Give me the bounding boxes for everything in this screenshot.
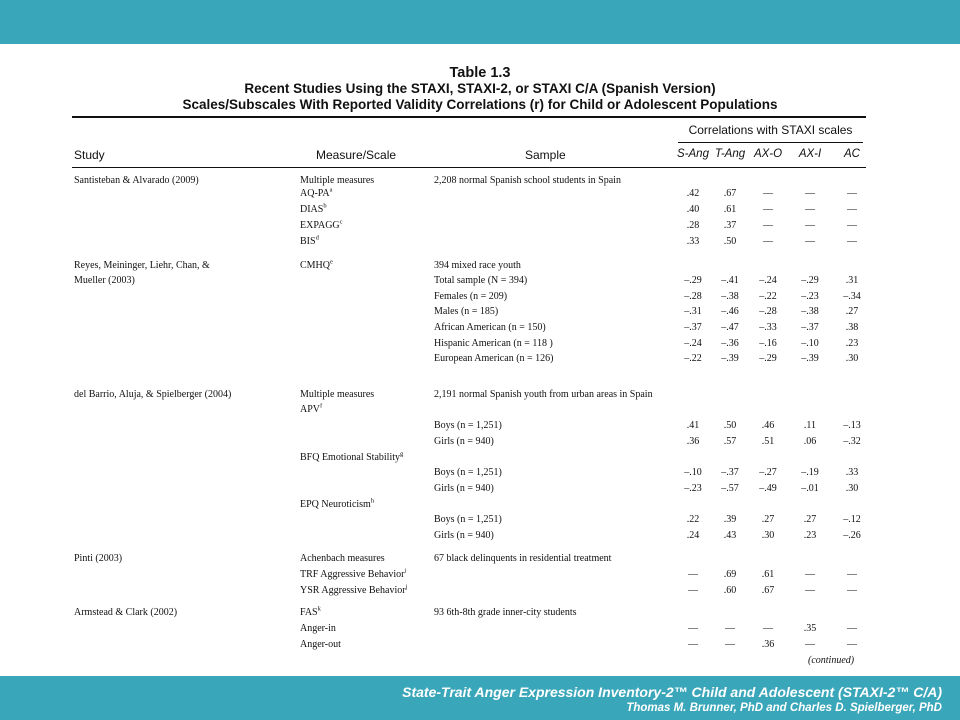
measure-text: TRF Aggressive Behavior <box>300 569 405 580</box>
table-row <box>0 622 960 637</box>
correlation-cell: .35 <box>803 623 817 634</box>
top-banner <box>0 0 960 44</box>
sample-cell: 2,191 normal Spanish youth from urban areas in Spain <box>434 389 653 400</box>
correlation-cell: — <box>805 236 815 247</box>
column-header-sample: Sample <box>525 148 566 162</box>
sample-cell: 2,208 normal Spanish school students in Spain <box>434 175 621 186</box>
correlation-cell: .40 <box>686 204 700 215</box>
measure-cell <box>300 569 406 580</box>
measure-text: BIS <box>300 236 316 247</box>
correlation-cell: –.29 <box>801 275 819 286</box>
measure-text: AQ-PA <box>300 188 330 199</box>
correlation-cell: .67 <box>723 188 737 199</box>
correlation-cell: .61 <box>723 204 737 215</box>
table-row <box>0 466 960 481</box>
correlation-cell: .06 <box>803 436 817 447</box>
continued-note: (continued) <box>808 655 855 666</box>
footnote-marker: g <box>400 450 404 458</box>
correlation-cell: — <box>688 623 698 634</box>
measure-cell <box>300 639 341 650</box>
table-row <box>0 419 960 434</box>
table-top-rule <box>72 116 866 118</box>
measure-cell <box>300 499 374 510</box>
correlation-cell: .30 <box>761 530 775 541</box>
column-header-t-ang: T-Ang <box>714 148 746 160</box>
correlation-cell: .60 <box>723 585 737 596</box>
column-header-ax-i: AX-I <box>798 148 822 160</box>
sample-cell: Total sample (N = 394) <box>434 275 528 286</box>
measure-text: Multiple measures <box>300 389 375 400</box>
table-row <box>0 482 960 497</box>
measure-cell <box>300 553 385 564</box>
measure-cell <box>300 175 374 186</box>
measure-cell <box>300 585 407 596</box>
footnote-marker: d <box>315 234 319 242</box>
measure-text: Anger-out <box>300 639 341 650</box>
correlation-cell: –.24 <box>759 275 777 286</box>
study-cell: Santisteban & Alvarado (2009) <box>74 175 199 186</box>
table-row <box>0 606 960 621</box>
correlation-cell: — <box>847 569 857 580</box>
table-number: Table 1.3 <box>449 65 511 81</box>
correlation-cell: –.22 <box>684 353 702 364</box>
correlation-cell: –.24 <box>684 338 702 349</box>
correlation-cell: –.10 <box>684 467 702 478</box>
correlation-cell: .69 <box>723 569 737 580</box>
measure-text: Anger-in <box>300 623 336 634</box>
table-row <box>0 368 960 383</box>
table-row <box>0 552 960 567</box>
correlation-cell: –.27 <box>759 467 777 478</box>
table-row <box>0 203 960 218</box>
measure-cell <box>300 204 327 215</box>
table-row <box>0 187 960 202</box>
table-row <box>0 321 960 336</box>
correlation-cell: .30 <box>845 353 859 364</box>
correlation-cell: –.39 <box>801 353 819 364</box>
table-row <box>0 638 960 653</box>
correlation-cell: –.33 <box>759 322 777 333</box>
footnote-marker: a <box>329 186 333 194</box>
footnote-marker: k <box>317 605 321 613</box>
correlation-cell: .50 <box>723 236 737 247</box>
footer-title: State-Trait Anger Expression Inventory-2™ Child and Adolescent (STAXI-2™ C/A) <box>402 684 942 700</box>
correlation-cell: –.23 <box>684 483 702 494</box>
correlation-cell: — <box>805 204 815 215</box>
correlation-cell: .46 <box>761 420 775 431</box>
correlation-cell: –.16 <box>759 338 777 349</box>
correlation-cell: –.26 <box>843 530 861 541</box>
footnote-marker: j <box>405 583 408 591</box>
sample-cell: Females (n = 209) <box>434 291 508 302</box>
correlation-cell: –.47 <box>721 322 739 333</box>
correlation-cell: .11 <box>803 420 817 431</box>
table-row <box>0 219 960 234</box>
study-cell: del Barrio, Aluja, & Spielberger (2004) <box>74 389 232 400</box>
correlation-cell: –.01 <box>801 483 819 494</box>
correlation-cell: — <box>847 623 857 634</box>
footnote-marker: h <box>370 497 375 505</box>
footnote-marker: b <box>323 202 327 210</box>
sample-cell: 93 6th-8th grade inner-city students <box>434 607 577 618</box>
measure-cell <box>300 623 336 634</box>
sample-cell: Boys (n = 1,251) <box>434 420 502 431</box>
correlation-cell: –.28 <box>759 306 777 317</box>
correlation-cell: –.12 <box>843 514 861 525</box>
measure-text: EPQ Neuroticism <box>300 499 371 510</box>
measure-cell <box>300 389 374 400</box>
footer-authors: Thomas M. Brunner, PhD and Charles D. Spielberger, PhD <box>626 702 942 714</box>
table-row <box>0 529 960 544</box>
measure-text: DIAS <box>300 204 324 215</box>
correlation-cell: .38 <box>845 322 859 333</box>
correlation-cell: — <box>847 236 857 247</box>
correlation-cell: — <box>688 569 698 580</box>
correlation-cell: — <box>725 623 735 634</box>
correlation-cell: — <box>688 585 698 596</box>
table-row <box>0 352 960 367</box>
column-header-ac: AC <box>844 148 860 160</box>
correlation-cell: .61 <box>761 569 775 580</box>
table-row <box>0 498 960 513</box>
correlation-cell: –.38 <box>721 291 739 302</box>
sample-cell: Hispanic American (n = 118 ) <box>434 338 553 349</box>
table-row <box>0 235 960 250</box>
footnote-marker: f <box>320 402 323 410</box>
table-title: Recent Studies Using the STAXI, STAXI-2, or STAXI C/A (Spanish Version) <box>244 81 716 96</box>
table-row <box>0 305 960 320</box>
sample-cell: Girls (n = 940) <box>434 436 494 447</box>
sample-cell: Boys (n = 1,251) <box>434 514 502 525</box>
correlation-cell: .30 <box>845 483 859 494</box>
correlation-cell: –.32 <box>843 436 861 447</box>
measure-cell <box>300 404 322 415</box>
table-row <box>0 290 960 305</box>
correlation-cell: .31 <box>845 275 859 286</box>
correlations-group-rule <box>678 142 863 143</box>
measure-text: APV <box>300 404 321 415</box>
measure-text: EXPAGG <box>300 220 340 231</box>
correlation-cell: .23 <box>845 338 859 349</box>
correlation-cell: –.38 <box>801 306 819 317</box>
table-row <box>0 274 960 289</box>
sample-cell: European American (n = 126) <box>434 353 554 364</box>
correlation-cell: .27 <box>845 306 859 317</box>
correlation-cell: –.37 <box>721 467 739 478</box>
correlation-cell: — <box>805 569 815 580</box>
correlation-cell: .57 <box>723 436 737 447</box>
correlation-cell: — <box>763 623 773 634</box>
correlation-cell: –.36 <box>721 338 739 349</box>
correlation-cell: — <box>847 585 857 596</box>
correlation-cell: .33 <box>845 467 859 478</box>
measure-text: YSR Aggressive Behavior <box>300 585 406 596</box>
correlation-cell: .67 <box>761 585 775 596</box>
table-row <box>0 435 960 450</box>
sample-cell: 394 mixed race youth <box>434 260 521 271</box>
measure-text: FAS <box>300 607 318 618</box>
correlation-cell: — <box>847 204 857 215</box>
study-cell: Reyes, Meininger, Liehr, Chan, & <box>74 260 210 271</box>
correlation-cell: –.23 <box>801 291 819 302</box>
correlation-cell: — <box>805 585 815 596</box>
column-header-s-ang: S-Ang <box>677 148 709 160</box>
correlation-cell: .37 <box>723 220 737 231</box>
table-row <box>0 337 960 352</box>
correlation-cell: — <box>847 220 857 231</box>
correlation-cell: — <box>763 236 773 247</box>
correlation-cell: .22 <box>686 514 700 525</box>
correlation-cell: .50 <box>723 420 737 431</box>
correlation-cell: .33 <box>686 236 700 247</box>
correlation-cell: –.37 <box>684 322 702 333</box>
correlation-cell: –.39 <box>721 353 739 364</box>
table-row <box>0 388 960 403</box>
correlation-cell: — <box>805 639 815 650</box>
correlation-cell: –.49 <box>759 483 777 494</box>
correlation-cell: .36 <box>761 639 775 650</box>
table-row <box>0 259 960 274</box>
correlation-cell: — <box>847 188 857 199</box>
correlation-cell: .51 <box>761 436 775 447</box>
correlation-cell: — <box>847 639 857 650</box>
sample-cell: Girls (n = 940) <box>434 530 494 541</box>
footnote-marker: c <box>339 218 343 226</box>
measure-cell <box>300 607 321 618</box>
correlation-cell: .27 <box>761 514 775 525</box>
correlation-cell: .28 <box>686 220 700 231</box>
correlation-cell: –.37 <box>801 322 819 333</box>
table-row <box>0 403 960 418</box>
correlations-group-header: Correlations with STAXI scales <box>688 123 853 137</box>
measure-text: CMHQ <box>300 260 331 271</box>
measure-text: Achenbach measures <box>300 553 385 564</box>
footnote-marker: i <box>404 567 407 575</box>
table-subtitle: Scales/Subscales With Reported Validity Correlations (r) for Child or Adolescent Populations <box>182 97 778 112</box>
correlation-cell: .41 <box>686 420 700 431</box>
correlation-cell: –.41 <box>721 275 739 286</box>
sample-cell: African American (n = 150) <box>434 322 546 333</box>
correlation-cell: –.29 <box>684 275 702 286</box>
study-cell: Mueller (2003) <box>74 275 135 286</box>
table-row <box>0 513 960 528</box>
column-header-ax-o: AX-O <box>753 148 783 160</box>
correlation-cell: .24 <box>686 530 700 541</box>
correlation-cell: — <box>805 188 815 199</box>
correlation-cell: — <box>763 188 773 199</box>
correlation-cell: –.10 <box>801 338 819 349</box>
table-row <box>0 568 960 583</box>
sample-cell: Girls (n = 940) <box>434 483 494 494</box>
header-bottom-rule <box>72 167 866 168</box>
correlation-cell: –.29 <box>759 353 777 364</box>
table-row <box>0 584 960 599</box>
correlation-cell: — <box>725 639 735 650</box>
correlation-cell: .27 <box>803 514 817 525</box>
measure-cell <box>300 188 333 199</box>
correlation-cell: –.34 <box>843 291 861 302</box>
correlation-cell: — <box>805 220 815 231</box>
correlation-cell: –.57 <box>721 483 739 494</box>
correlation-cell: .23 <box>803 530 817 541</box>
sample-cell: Males (n = 185) <box>434 306 499 317</box>
table-caption <box>70 65 890 113</box>
correlation-cell: — <box>763 204 773 215</box>
measure-cell <box>300 236 319 247</box>
correlation-cell: –.13 <box>843 420 861 431</box>
correlation-cell: — <box>763 220 773 231</box>
sample-cell: Boys (n = 1,251) <box>434 467 502 478</box>
measure-text: BFQ Emotional Stability <box>300 452 401 463</box>
footnote-marker: e <box>330 258 333 266</box>
measure-cell <box>300 260 333 271</box>
correlation-cell: .36 <box>686 436 700 447</box>
sample-cell: 67 black delinquents in residential treatment <box>434 553 612 564</box>
correlation-cell: –.46 <box>721 306 739 317</box>
correlation-cell: –.19 <box>801 467 819 478</box>
correlation-cell: .42 <box>686 188 700 199</box>
correlation-cell: .43 <box>723 530 737 541</box>
measure-text: Multiple measures <box>300 175 375 186</box>
column-header-measure: Measure/Scale <box>316 148 397 162</box>
measure-cell <box>300 452 403 463</box>
correlation-cell: .39 <box>723 514 737 525</box>
study-cell: Armstead & Clark (2002) <box>74 607 178 618</box>
correlation-cell: — <box>688 639 698 650</box>
correlation-cell: –.31 <box>684 306 702 317</box>
correlation-cell: –.28 <box>684 291 702 302</box>
table-row <box>0 451 960 466</box>
column-header-study: Study <box>74 148 105 162</box>
correlation-cell: –.22 <box>759 291 777 302</box>
measure-cell <box>300 220 343 231</box>
study-cell: Pinti (2003) <box>74 553 123 564</box>
